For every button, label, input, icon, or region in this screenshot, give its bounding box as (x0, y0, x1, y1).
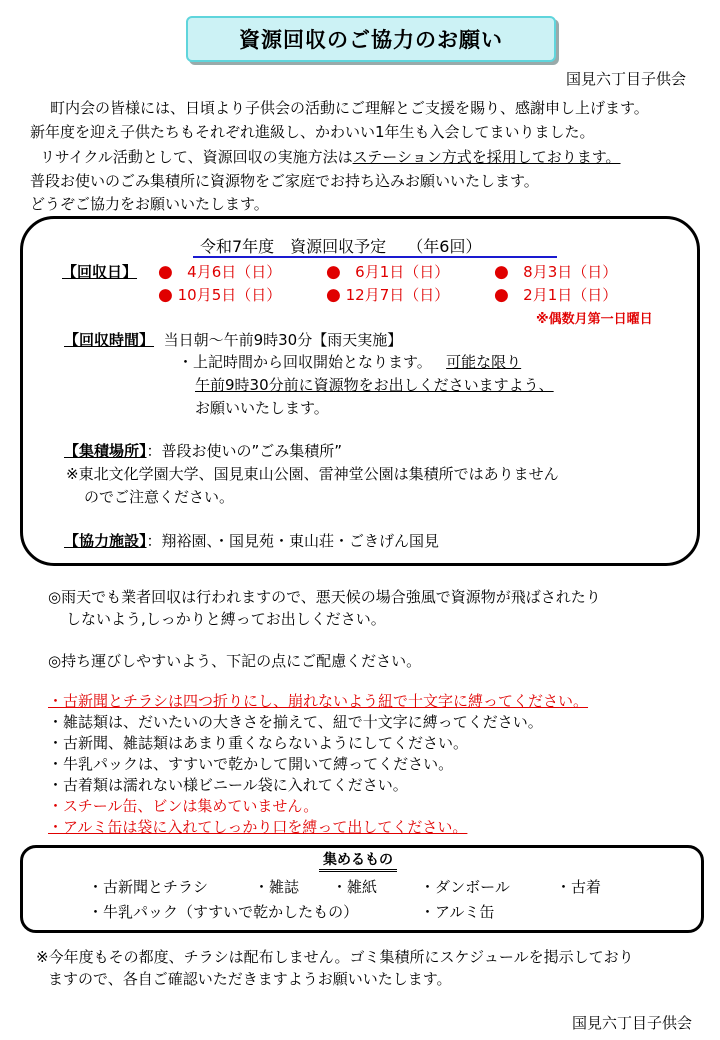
label-collection-date: 【回収日】 (62, 263, 138, 281)
date-text: 2月1日（日） (523, 286, 618, 304)
bullet-dot-icon: ● (326, 262, 341, 282)
date-note: ※偶数月第一日曜日 (536, 312, 653, 327)
rain-note-2: しないよう,しっかりと縛ってお出しください。 (66, 610, 386, 628)
bullet-dot-icon: ● (494, 262, 509, 282)
collect-item: ・雑紙 (332, 878, 378, 896)
collection-place-row (64, 440, 342, 461)
time-note-2: 午前9時30分前に資源物をお出しくださいますよう、 (195, 376, 554, 394)
care-note: ◎持ち運びしやすいよう、下記の点にご配慮ください。 (48, 652, 422, 670)
collect-item: ・古新聞とチラシ (88, 878, 209, 896)
place-note-2: のでご注意ください。 (84, 488, 235, 506)
intro-line-2: 新年度を迎え子供たちもそれぞれ進級し、かわいい1年生も入会してまいりました。 (30, 123, 595, 141)
intro-line-4: 普段お使いのごみ集積所に資源物をご家庭でお持ち込みお願いいたします。 (30, 172, 539, 190)
date-item (494, 261, 617, 282)
time-note-1 (178, 351, 521, 372)
facility-value: ：翔裕園、・国見苑・東山荘・ごきげん国見 (146, 532, 440, 550)
bullet-dot-icon: ● (494, 285, 509, 305)
intro-line-3b: ステーション方式を採用しております。 (352, 148, 621, 166)
date-item (326, 261, 449, 282)
collect-item: ・雑誌 (254, 878, 300, 896)
time-note-1a: ・上記時間から回収開始となります。 (178, 353, 432, 371)
place-note-1: ※東北文化学園大学、国見東山公園、雷神堂公園は集積所ではありません (66, 465, 559, 483)
facility-row (64, 530, 439, 551)
point-item: ・雑誌類は、だいたいの大きさを揃えて、紐で十文字に縛ってください。 (48, 713, 543, 731)
point-item: ・古着類は濡れない様ビニール袋に入れてください。 (48, 776, 408, 794)
page-title-text: 資源回収のご協力のお願い (239, 28, 503, 52)
date-text: 8月3日（日） (523, 263, 618, 281)
schedule-heading-underline (193, 256, 557, 258)
organization-bottom: 国見六丁目子供会 (572, 1014, 693, 1032)
collect-item: ・アルミ缶 (420, 903, 495, 921)
point-item: ・牛乳パックは、すすいで乾かして開いて縛ってください。 (48, 755, 454, 773)
date-item (494, 284, 617, 305)
date-text: 6月1日（日） (355, 263, 450, 281)
intro-line-3 (40, 146, 621, 167)
collect-item: ・ダンボール (420, 878, 510, 896)
point-item: ・スチール缶、ビンは集めていません。 (48, 797, 319, 815)
label-facility: 【協力施設】 (64, 532, 147, 550)
collection-time-value: 当日朝～午前9時30分【雨天実施】 (163, 331, 403, 349)
date-text: 4月6日（日） (187, 263, 282, 281)
organization-top: 国見六丁目子供会 (566, 70, 687, 88)
collection-place-value: ：普段お使いの”ごみ集積所” (146, 442, 343, 460)
collect-item: ・古着 (556, 878, 602, 896)
bullet-dot-icon: ● (326, 285, 341, 305)
footer-note-1: ※今年度もその都度、チラシは配布しません。ゴミ集積所にスケジュールを掲示しており (36, 948, 634, 966)
date-text: 12月7日（日） (345, 286, 450, 304)
point-item: ・アルミ缶は袋に入れてしっかり口を縛って出してください。 (48, 818, 468, 836)
footer-note-2: ますので、各自ご確認いただきますようお願いいたします。 (48, 970, 452, 988)
time-note-3: お願いいたします。 (195, 399, 329, 417)
page-title (186, 16, 556, 62)
collection-time-row (64, 329, 402, 350)
intro-line-3a: リサイクル活動として、資源回収の実施方法は (40, 148, 353, 166)
collect-item: ・牛乳パック（すすいで乾かしたもの） (88, 903, 359, 921)
schedule-heading: 令和7年度 資源回収予定 （年6回） (200, 237, 482, 256)
label-collection-time: 【回収時間】 (64, 331, 155, 349)
collect-heading: 集めるもの (319, 849, 397, 872)
date-item (158, 284, 281, 305)
intro-line-1: 町内会の皆様には、日頃より子供会の活動にご理解とご支援を賜り、感謝申し上げます。 (50, 99, 649, 117)
intro-line-5: どうぞご協力をお願いいたします。 (30, 195, 269, 213)
rain-note-1: ◎雨天でも業者回収は行われますので、悪天候の場合強風で資源物が飛ばされたり (48, 588, 601, 606)
label-collection-place: 【集積場所】 (64, 442, 147, 460)
time-note-1b: 可能な限り (446, 353, 522, 371)
bullet-dot-icon: ● (158, 262, 173, 282)
point-item: ・古新聞とチラシは四つ折りにし、崩れないよう紐で十文字に縛ってください。 (48, 692, 589, 710)
point-item: ・古新聞、雑誌類はあまり重くならないようにしてください。 (48, 734, 469, 752)
bullet-dot-icon: ● (158, 285, 173, 305)
date-text: 10月5日（日） (177, 286, 282, 304)
date-item (158, 261, 281, 282)
date-item (326, 284, 449, 305)
